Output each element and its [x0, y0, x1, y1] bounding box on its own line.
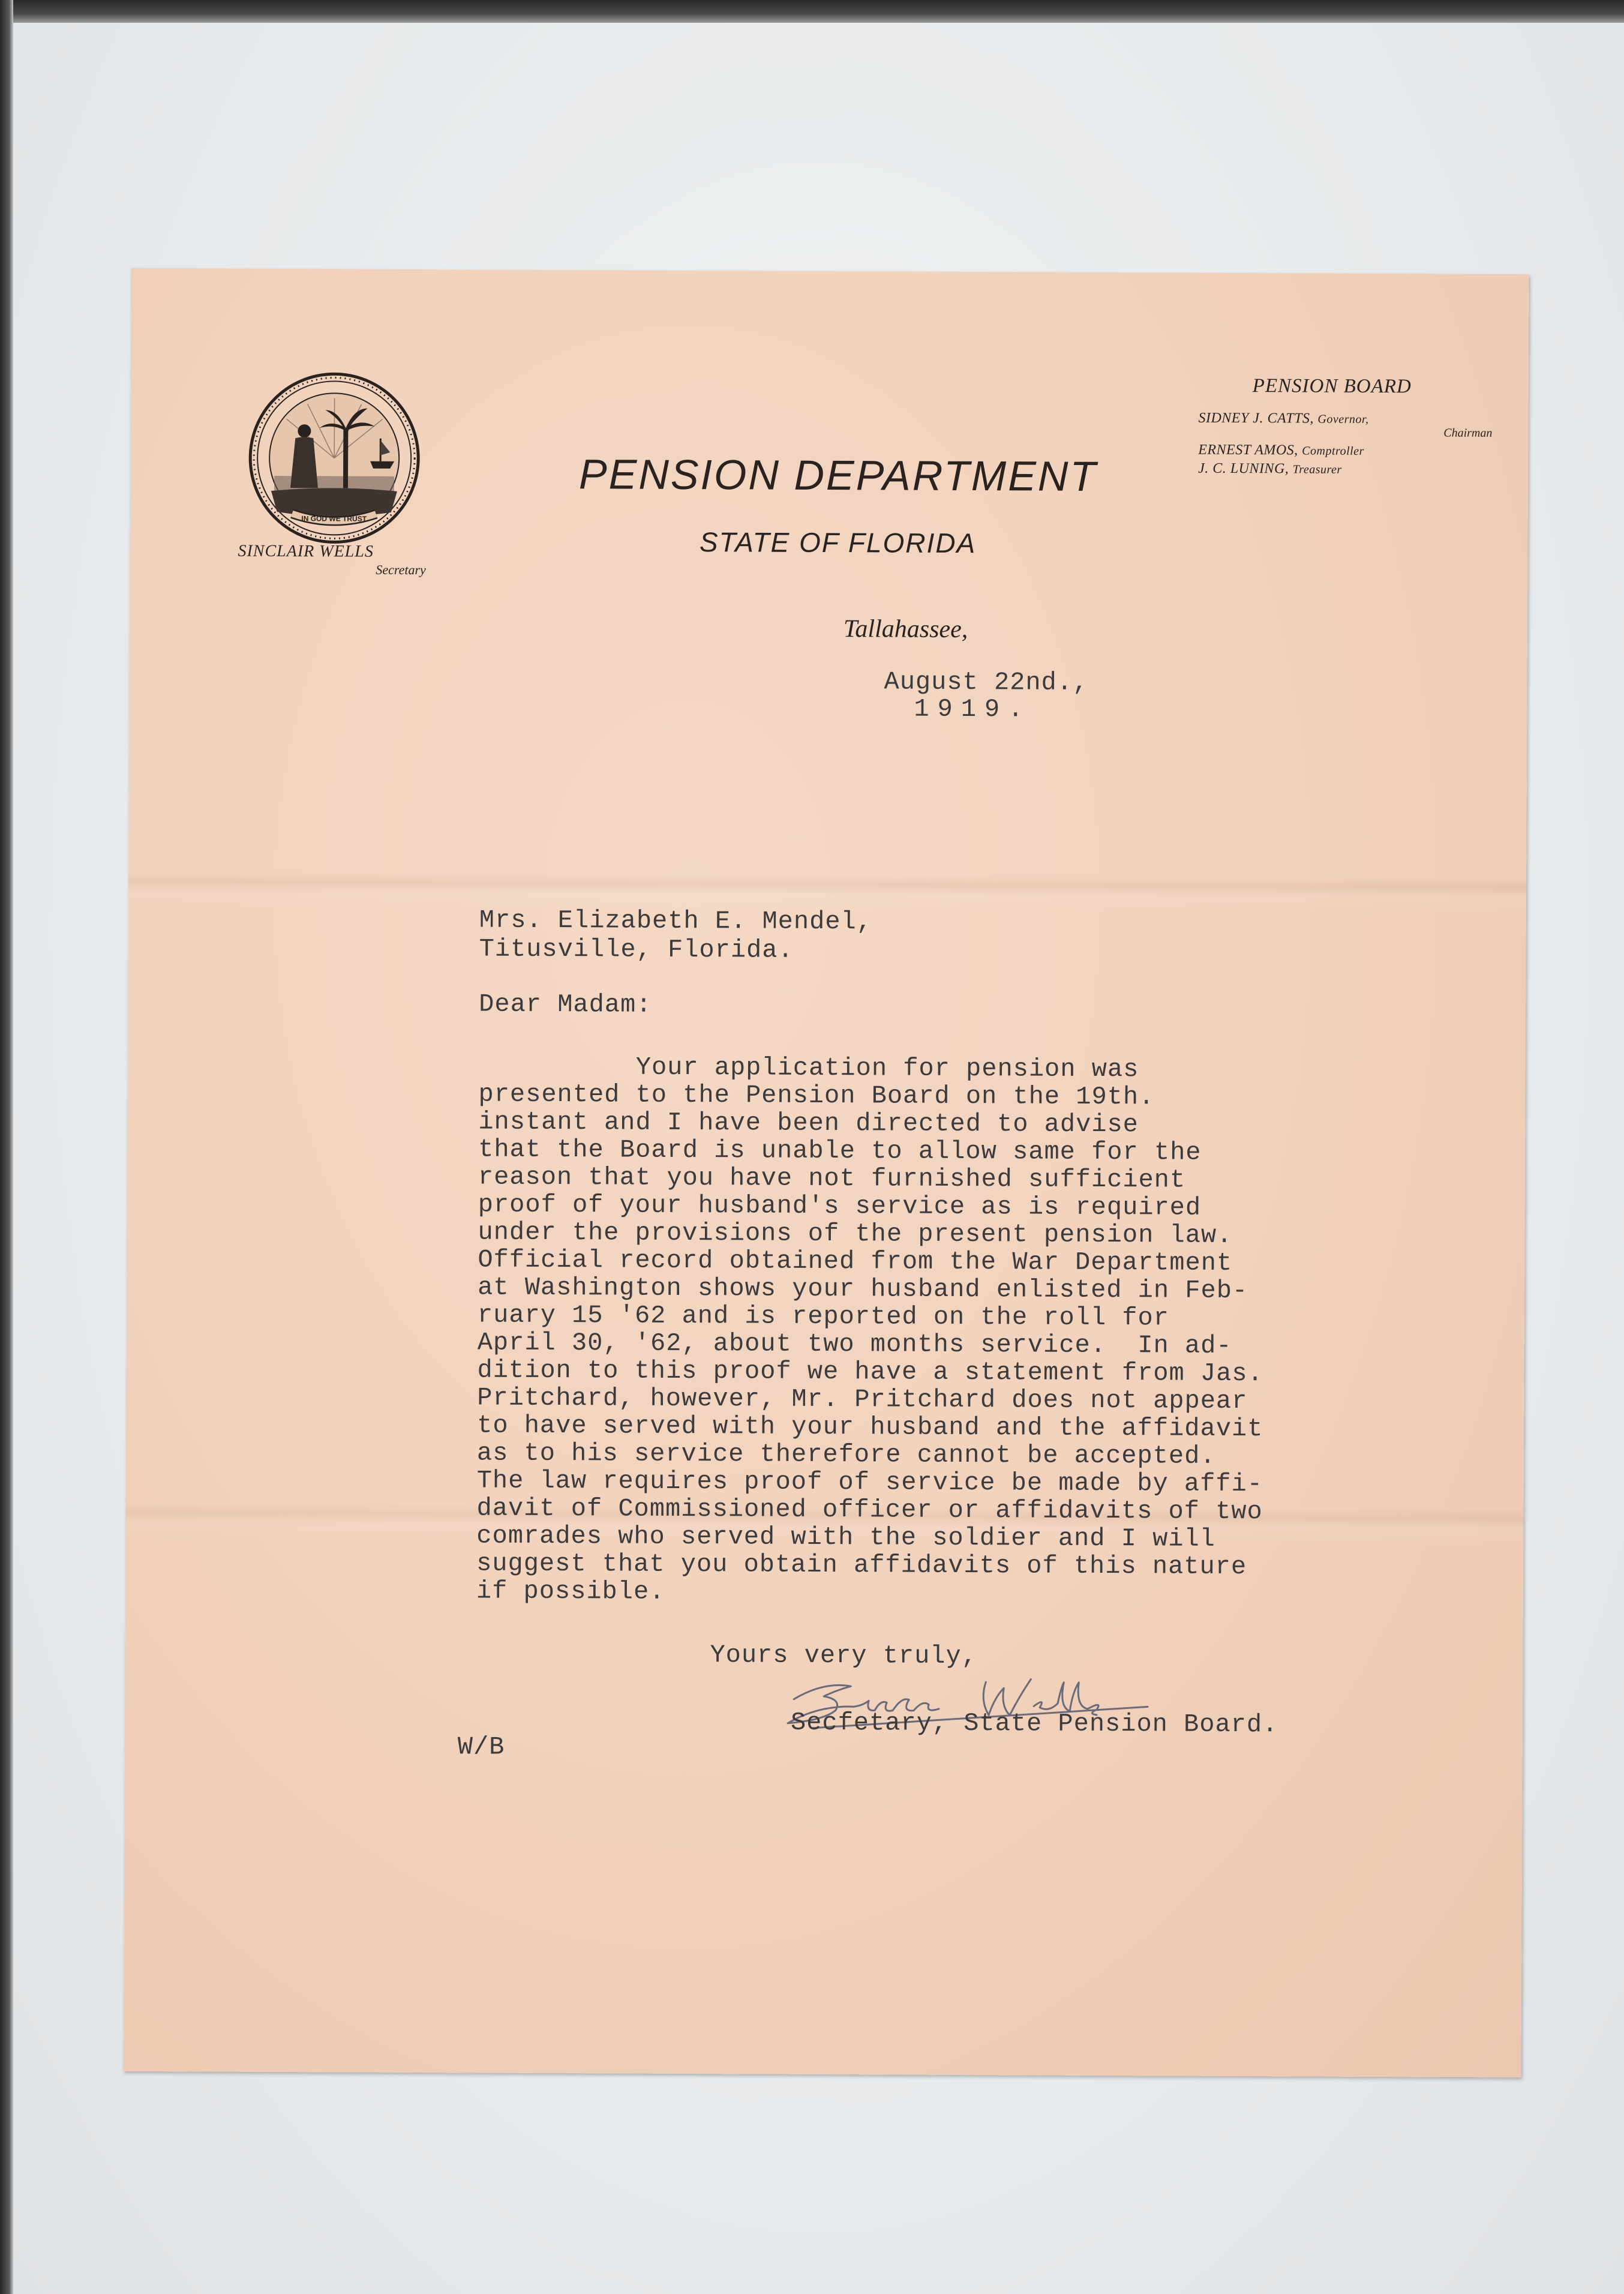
- body-line: comrades who served with the soldier and I will: [476, 1521, 1216, 1554]
- body-line: davit of Commissioned officer or affidavits of two: [476, 1494, 1263, 1527]
- letterhead-city: Tallahassee,: [843, 615, 968, 644]
- signature-title: Secfetary, State Pension Board.: [790, 1708, 1278, 1740]
- board-member-name: J. C. LUNING,: [1198, 460, 1289, 477]
- board-chairman-label: Chairman: [1443, 426, 1493, 440]
- typist-initials: W/B: [457, 1732, 505, 1762]
- body-line: suggest that you obtain affidavits of this nature: [476, 1549, 1247, 1582]
- board-member-role: Comptroller: [1302, 444, 1364, 458]
- board-member-name: SIDNEY J. CATTS,: [1198, 410, 1314, 427]
- board-title: PENSION BOARD: [1252, 375, 1412, 398]
- body-line: as to his service therefore cannot be accepted.: [476, 1438, 1216, 1471]
- board-member: [1198, 460, 1510, 479]
- board-member: [1198, 441, 1510, 461]
- body-line: to have served with your husband and the affidavit: [477, 1411, 1263, 1444]
- closing: Yours very truly,: [710, 1641, 978, 1671]
- pension-board-block: [1198, 375, 1511, 479]
- letter-page: [123, 268, 1529, 2077]
- date-line-1: August 22nd.,: [884, 667, 1089, 697]
- body-line: The law requires proof of service be made by affi-: [476, 1466, 1263, 1499]
- body-line: dition to this proof we have a statement from Jas.: [477, 1356, 1263, 1389]
- body-line: if possible.: [476, 1576, 665, 1606]
- recipient-name: Mrs. Elizabeth E. Mendel,: [479, 905, 873, 937]
- body-line: under the provisions of the present pension law.: [478, 1218, 1233, 1250]
- date-line-2: 1919.: [914, 694, 1032, 724]
- board-member-name: ERNEST AMOS,: [1198, 442, 1298, 458]
- body-line: that the Board is unable to allow same for the: [478, 1135, 1202, 1167]
- board-member-role: Treasurer: [1292, 463, 1342, 476]
- scanner-edge-top: [0, 0, 1624, 23]
- body-line: at Washington shows your husband enlisted in Feb-: [478, 1273, 1248, 1306]
- recipient-city: Titusville, Florida.: [479, 934, 794, 965]
- salutation: Dear Madam:: [479, 989, 652, 1019]
- department-title: PENSION DEPARTMENT: [578, 451, 1098, 500]
- scanner-edge-left: [0, 0, 13, 2294]
- state-subtitle: STATE OF FLORIDA: [699, 526, 977, 559]
- body-line: ruary 15 '62 and is reported on the roll for: [477, 1300, 1170, 1333]
- seal-motto: IN GOD WE TRUST: [301, 514, 367, 523]
- letter-body: [476, 1052, 1451, 1609]
- board-member-role: Governor,: [1317, 412, 1369, 426]
- body-line: instant and I have been directed to advise: [478, 1107, 1139, 1139]
- body-line: presented to the Pension Board on the 19th.: [478, 1079, 1155, 1112]
- body-line: Official record obtained from the War Department: [478, 1245, 1233, 1278]
- secretary-title: Secretary: [376, 562, 426, 578]
- body-line: Your application for pension was: [478, 1052, 1139, 1084]
- florida-state-seal-icon: [247, 371, 422, 545]
- body-line: proof of your husband's service as is required: [478, 1190, 1202, 1222]
- body-line: Pritchard, however, Mr. Pritchard does not appear: [477, 1383, 1248, 1416]
- body-line: April 30, '62, about two months service. In ad-: [477, 1328, 1232, 1360]
- body-line: reason that you have not furnished sufficient: [478, 1162, 1186, 1195]
- secretary-name: SINCLAIR WELLS: [238, 541, 374, 561]
